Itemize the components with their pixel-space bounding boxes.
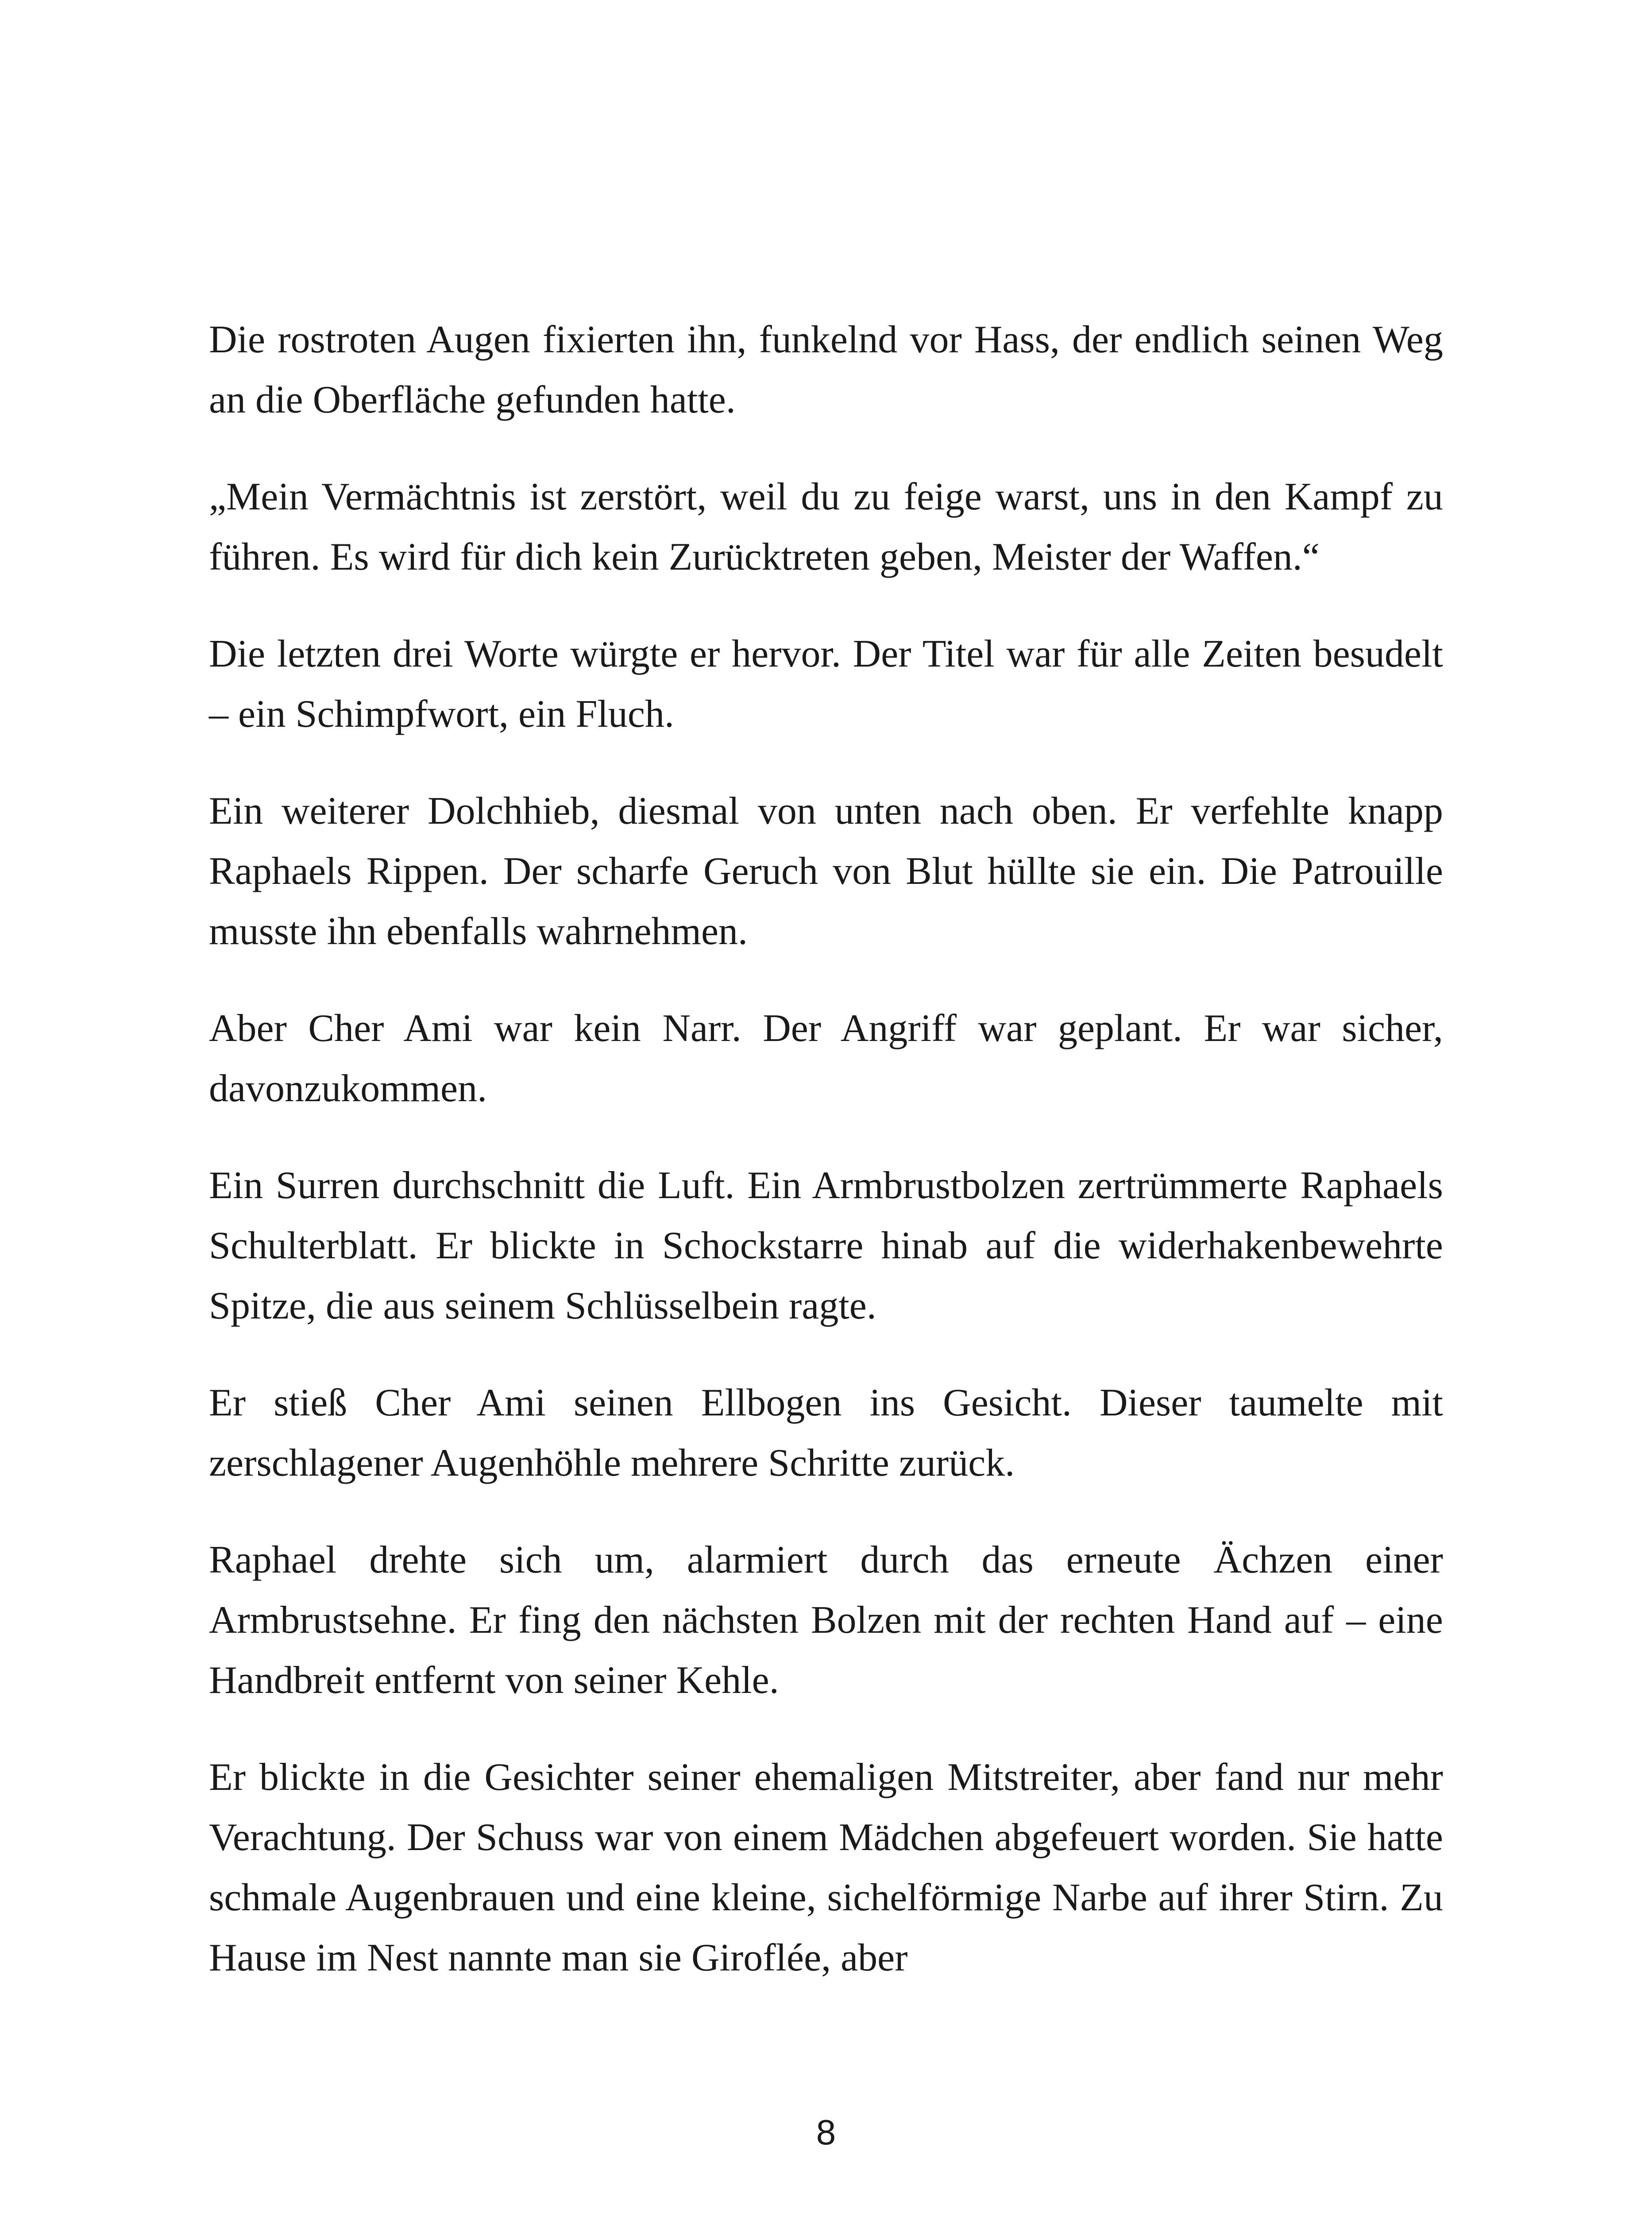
paragraph: Die letzten drei Worte würgte er hervor. Der Titel war für alle Zeiten besudelt – ein Schimpfwort, ein Fluch. [209,632,1443,736]
body-text [209,310,1443,2025]
paragraph: Raphael drehte sich um, alarmiert durch das erneute Ächzen einer Armbrustsehne. Er fing den nächsten Bolzen mit der rechten Hand auf – eine Handbreit entfernt von seiner Kehle. [209,1538,1443,1702]
paragraph: Er blickte in die Gesichter seiner ehemaligen Mitstreiter, aber fand nur mehr Verachtung. Der Schuss war von einem Mädchen abgefeuert worden. Sie hatte schmale Augenbrauen und eine kleine, sichelförmige Narbe auf ihrer Stirn. Zu Hause im Nest nannte man sie Giroflée, aber [209,1756,1443,1979]
paragraph: Er stieß Cher Ami seinen Ellbogen ins Gesicht. Dieser taumelte mit zerschlagener Augenhöhle mehrere Schritte zurück. [209,1381,1443,1484]
page-number: 8 [816,2113,836,2152]
paragraph: Ein weiterer Dolchhieb, diesmal von unten nach oben. Er verfehlte knapp Raphaels Rippen. Der scharfe Geruch von Blut hüllte sie ein. Die Patrouille musste ihn ebenfalls wahrnehmen. [209,790,1443,953]
paragraph: Ein Surren durchschnitt die Luft. Ein Armbrustbolzen zertrümmerte Raphaels Schulterblatt. Er blickte in Schockstarre hinab auf die widerhakenbewehrte Spitze, die aus seinem Schlüsselbein ragte. [209,1164,1443,1327]
paragraph: Aber Cher Ami war kein Narr. Der Angriff war geplant. Er war sicher, davonzukommen. [209,1007,1443,1110]
paragraph: „Mein Vermächtnis ist zerstört, weil du zu feige warst, uns in den Kampf zu führen. Es wird für dich kein Zurücktreten geben, Meister der Waffen.“ [209,475,1443,578]
paragraph: Die rostroten Augen fixierten ihn, funkelnd vor Hass, der endlich seinen Weg an die Oberfläche gefunden hatte. [209,318,1443,421]
